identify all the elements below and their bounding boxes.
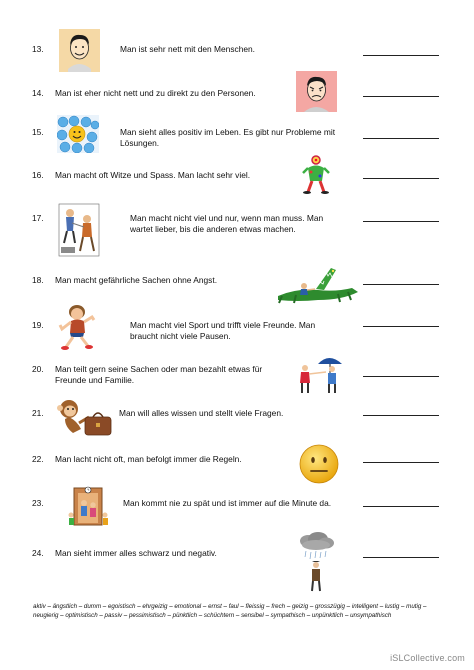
item-text: Man sieht immer alles schwarz und negativ. (55, 548, 217, 558)
answer-line[interactable] (363, 415, 439, 416)
answer-line[interactable] (363, 284, 439, 285)
item-number: 24. (32, 548, 44, 558)
smiley-crowd-icon (57, 115, 99, 153)
item-text: Man macht oft Witze und Spass. Man lacht sehr viel. (55, 170, 251, 180)
item-text: Man macht nicht viel und nur, wenn man muss. Man wartet lieber, bis die anderen etwas machen. (130, 213, 324, 234)
smiling-man-icon (59, 29, 100, 72)
crocodile-icon (276, 262, 360, 304)
item-text: Man kommt nie zu spät und ist immer auf die Minute da. (123, 498, 332, 508)
answer-line[interactable] (363, 221, 439, 222)
item-text: Man ist eher nicht nett und zu direkt zu den Personen. (55, 88, 256, 98)
lazy-people-icon (58, 203, 100, 257)
angry-man-icon (296, 71, 337, 112)
item-number: 15. (32, 127, 44, 137)
vocabulary-list: aktiv – ängstlich – dumm – egoistisch – ehrgeizig – emotional – ernst – faul – fleissig – frech – geizig – grosszügig – intelligent – lustig – mutig – neugierig – optimistisch – passiv – pessimistisch – pünktlich – schüchtern – sensibel – sympathisch – unpünktlich – unsympathisch (33, 603, 427, 620)
site-watermark: iSLCollective.com (390, 653, 465, 663)
jogger-icon (58, 303, 96, 350)
item-number: 23. (32, 498, 44, 508)
item-text: Man lacht nicht oft, man befolgt immer die Regeln. (55, 454, 242, 464)
item-number: 14. (32, 88, 44, 98)
answer-line[interactable] (363, 557, 439, 558)
answer-line[interactable] (363, 96, 439, 97)
item-text: Man macht gefährliche Sachen ohne Angst. (55, 275, 218, 285)
punctual-door-icon (66, 485, 110, 527)
item-text: Man teilt gern seine Sachen oder man bezahlt etwas für Freunde und Familie. (55, 364, 263, 385)
answer-line[interactable] (363, 138, 439, 139)
item-number: 19. (32, 320, 44, 330)
answer-line[interactable] (363, 376, 439, 377)
answer-line[interactable] (363, 55, 439, 56)
item-text: Man sieht alles positiv im Leben. Es gibt nur Probleme mit Lösungen. (120, 127, 336, 148)
item-number: 21. (32, 408, 44, 418)
item-number: 22. (32, 454, 44, 464)
item-text: Man macht viel Sport und trifft viele Freunde. Man braucht nicht viele Pausen. (130, 320, 316, 341)
answer-line[interactable] (363, 506, 439, 507)
answer-line[interactable] (363, 326, 439, 327)
item-text: Man ist sehr nett mit den Menschen. (120, 44, 255, 54)
item-number: 18. (32, 275, 44, 285)
clown-icon (302, 154, 330, 194)
item-number: 13. (32, 44, 44, 54)
serious-smiley-icon (298, 443, 340, 485)
rain-cloud-man-icon (296, 531, 336, 593)
item-number: 16. (32, 170, 44, 180)
answer-line[interactable] (363, 178, 439, 179)
item-number: 17. (32, 213, 44, 223)
answer-line[interactable] (363, 462, 439, 463)
item-number: 20. (32, 364, 44, 374)
item-text: Man will alles wissen und stellt viele Fragen. (119, 408, 284, 418)
umbrella-sharing-icon (296, 352, 344, 394)
curious-monkey-icon (55, 395, 117, 439)
